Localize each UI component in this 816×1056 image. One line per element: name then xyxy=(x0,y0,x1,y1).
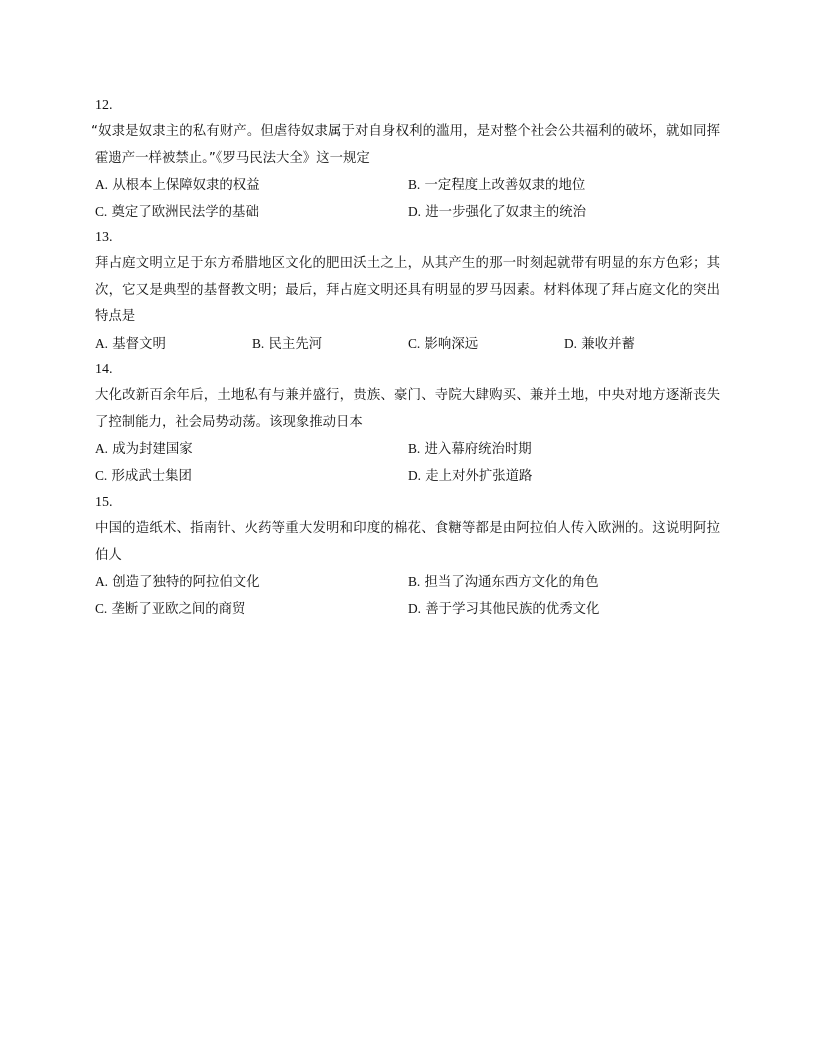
option-letter: C. xyxy=(408,335,421,351)
question-number: 13. xyxy=(95,230,113,245)
question-stem: 中国的造纸术、指南针、火药等重大发明和印度的棉花、食糖等都是由阿拉伯人传入欧洲的。这说明阿拉伯人 xyxy=(95,521,720,563)
option-letter: C. xyxy=(95,467,108,483)
option-letter: D. xyxy=(408,203,422,219)
options-row xyxy=(95,199,720,226)
option-letter: C. xyxy=(95,600,108,616)
option-a[interactable] xyxy=(95,569,260,597)
options-list xyxy=(95,569,720,622)
options-row xyxy=(95,436,720,463)
option-text: 影响深远 xyxy=(424,336,479,352)
options-row xyxy=(95,569,720,596)
question-stem: 拜占庭文明立足于东方希腊地区文化的肥田沃土之上，从其产生的那一时刻起就带有明显的东方色彩；其次，它又是典型的基督教文明；最后，拜占庭文明还具有明显的罗马因素。材料体现了拜占庭文化的突出特点是 xyxy=(95,256,720,324)
option-text: 走上对外扩张道路 xyxy=(425,468,533,484)
options-row xyxy=(95,463,720,490)
question-number: 15. xyxy=(95,495,113,510)
question-13 xyxy=(95,225,720,357)
option-c[interactable] xyxy=(95,463,192,491)
option-letter: C. xyxy=(95,203,108,219)
option-text: 形成武士集团 xyxy=(111,468,192,484)
options-row xyxy=(95,331,720,358)
options-row xyxy=(95,172,720,199)
option-b[interactable] xyxy=(252,331,322,359)
options-list xyxy=(95,172,720,225)
option-text: 兼收并蓄 xyxy=(581,336,635,352)
option-d[interactable] xyxy=(408,596,599,624)
option-text: 民主先河 xyxy=(268,336,323,352)
option-c[interactable] xyxy=(95,596,245,624)
option-letter: B. xyxy=(252,335,265,351)
option-b[interactable] xyxy=(408,569,599,597)
options-list xyxy=(95,331,720,358)
option-b[interactable] xyxy=(408,436,532,464)
option-letter: B. xyxy=(408,177,421,192)
option-text: 奠定了欧洲民法学的基础 xyxy=(111,204,259,220)
option-d[interactable] xyxy=(408,199,586,227)
options-list xyxy=(95,436,720,489)
option-a[interactable] xyxy=(95,331,166,359)
option-d[interactable] xyxy=(564,331,635,359)
option-text: 创造了独特的阿拉伯文化 xyxy=(112,575,260,590)
question-number: 12. xyxy=(95,98,113,113)
option-text: 基督文明 xyxy=(112,336,166,352)
option-text: 进入幕府统治时期 xyxy=(424,442,532,457)
option-letter: A. xyxy=(95,574,109,589)
question-stem: “奴隶是奴隶主的私有财产。但虐待奴隶属于对自身权利的滥用，是对整个社会公共福利的破坏，就如同挥霍遗产一样被禁止。”《罗马民法大全》这一规定 xyxy=(91,124,720,166)
option-text: 进一步强化了奴隶主的统治 xyxy=(425,204,586,220)
option-text: 成为封建国家 xyxy=(112,442,193,457)
option-c[interactable] xyxy=(408,331,478,359)
option-letter: D. xyxy=(408,467,422,483)
option-letter: D. xyxy=(564,335,578,351)
option-text: 垄断了亚欧之间的商贸 xyxy=(111,601,246,617)
option-text: 善于学习其他民族的优秀文化 xyxy=(425,601,600,617)
question-15 xyxy=(95,490,720,622)
question-stem: 大化改新百余年后，土地私有与兼并盛行，贵族、豪门、寺院大肆购买、兼并土地，中央对地方逐渐丧失了控制能力，社会局势动荡。该现象推动日本 xyxy=(95,388,720,430)
question-14 xyxy=(95,357,720,489)
option-c[interactable] xyxy=(95,199,259,227)
question-12 xyxy=(91,93,720,225)
option-b[interactable] xyxy=(408,172,585,200)
question-number: 14. xyxy=(95,362,113,377)
option-text: 从根本上保障奴隶的权益 xyxy=(112,178,260,193)
option-letter: A. xyxy=(95,177,109,192)
option-letter: B. xyxy=(408,574,421,589)
option-text: 一定程度上改善奴隶的地位 xyxy=(424,178,586,193)
option-letter: B. xyxy=(408,441,421,456)
option-letter: D. xyxy=(408,600,422,616)
option-letter: A. xyxy=(95,441,109,456)
option-text: 担当了沟通东西方文化的角色 xyxy=(424,575,599,590)
options-row xyxy=(95,596,720,623)
option-a[interactable] xyxy=(95,436,193,464)
option-a[interactable] xyxy=(95,172,260,200)
option-d[interactable] xyxy=(408,463,532,491)
option-letter: A. xyxy=(95,335,109,351)
